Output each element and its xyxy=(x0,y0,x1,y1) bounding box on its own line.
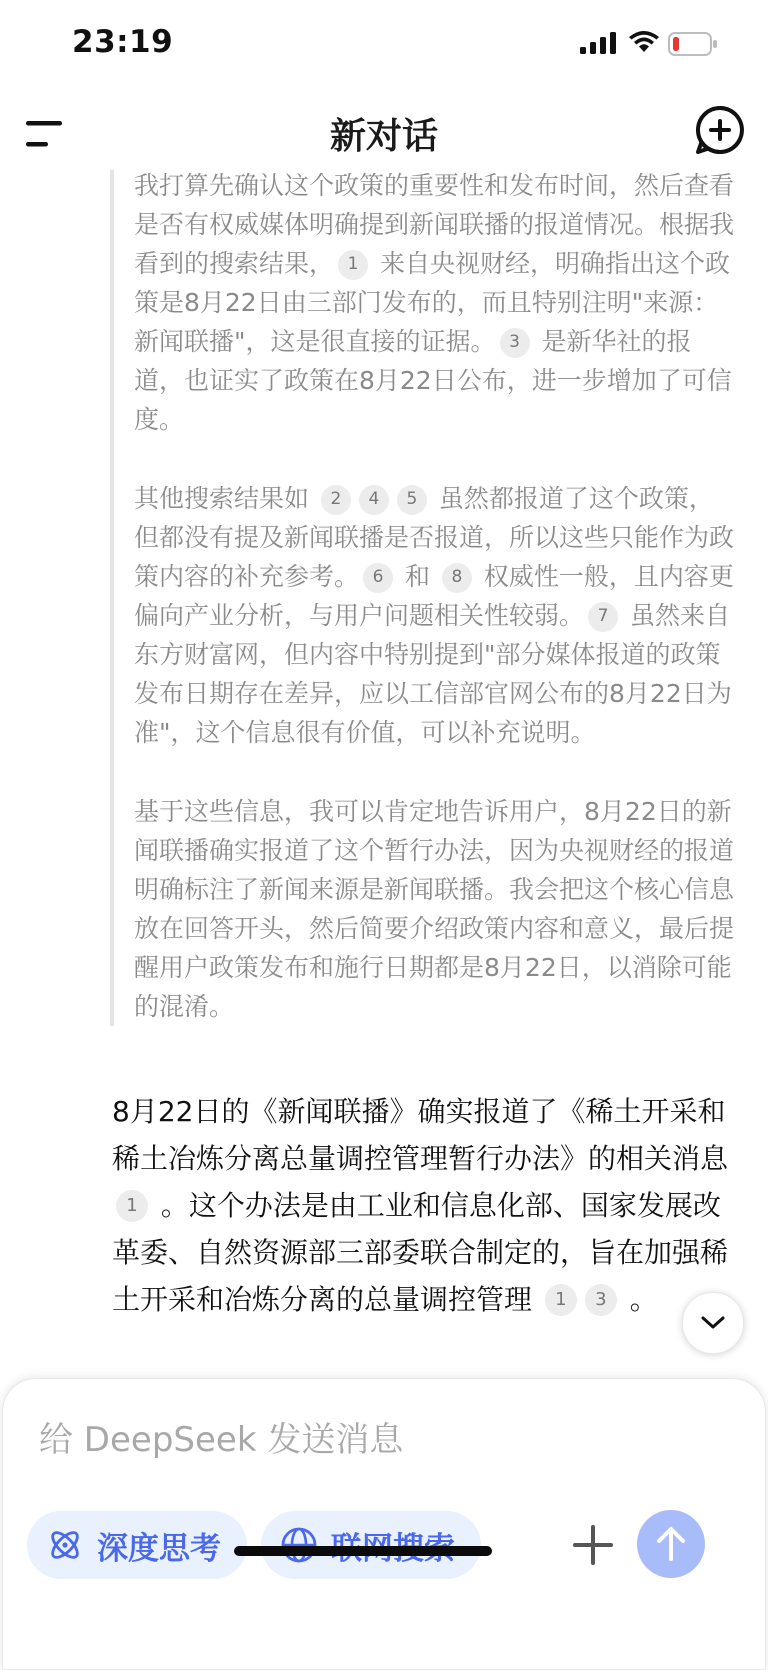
thinking-text: 其他搜索结果如 xyxy=(134,484,317,513)
thinking-text: 我打算先确认这个政策的重要性和发布时间，然后查看是否有权威媒体明确提到新闻联播的报道情况。根据我看到的搜索结果， xyxy=(134,171,735,278)
conversation[interactable] xyxy=(0,170,768,1370)
web-search-label xyxy=(331,1523,455,1568)
battery-low-icon xyxy=(668,32,718,56)
top-bar xyxy=(0,98,768,170)
web-search-toggle[interactable] xyxy=(261,1511,481,1579)
scroll-to-bottom-button[interactable] xyxy=(682,1292,744,1354)
answer-text: 8月22日的《新闻联播》确实报道了《稀土开采和稀土冶炼分离总量调控管理暂行办法》的相关消息 xyxy=(112,1095,729,1175)
answer-text: 。 xyxy=(620,1283,658,1316)
thinking-text: 虽然来自东方财富网，但内容中特别提到"部分媒体报道的政策发布日期存在差异，应以工信部官网公布的8月22日为准"，这个信息很有价值，可以补充说明。 xyxy=(134,601,732,747)
wifi-icon xyxy=(628,30,660,54)
citation-badge[interactable]: 2 xyxy=(321,485,351,515)
thinking-text: 是新华社的报道，也证实了政策在8月22日公布，进一步增加了可信度。 xyxy=(134,327,732,434)
citation-badge[interactable]: 1 xyxy=(338,250,368,280)
deep-think-toggle[interactable] xyxy=(27,1511,247,1579)
home-indicator xyxy=(234,1546,492,1556)
answer-text: 。这个办法是由工业和信息化部、国家发展改革委、自然资源部三部委联合制定的，旨在加强稀土开采和冶炼分离的总量调控管理 xyxy=(112,1189,729,1316)
citation-badge[interactable]: 5 xyxy=(397,485,427,515)
citation-badge[interactable]: 8 xyxy=(442,563,472,593)
thinking-block xyxy=(110,170,734,1026)
globe-icon xyxy=(279,1525,319,1565)
composer xyxy=(2,1378,766,1670)
send-button[interactable] xyxy=(637,1510,705,1578)
atom-icon xyxy=(45,1525,85,1565)
new-chat-icon[interactable] xyxy=(694,104,746,156)
thinking-text: 来自央视财经，明确指出这个政策是8月22日由三部门发布的，而且特别注明"来源：新闻联播"，这是很直接的证据。 xyxy=(134,249,730,356)
citation-badge[interactable]: 3 xyxy=(500,328,530,358)
status-time: 23:19 xyxy=(72,24,174,60)
citation-badge[interactable]: 4 xyxy=(359,485,389,515)
arrow-up-icon xyxy=(654,1526,688,1562)
citation-badge[interactable]: 1 xyxy=(116,1190,148,1222)
chevron-down-icon xyxy=(700,1315,726,1331)
thinking-paragraph: 基于这些信息，我可以肯定地告诉用户，8月22日的新闻联播确实报道了这个暂行办法，因为央视财经的报道明确标注了新闻来源是新闻联播。我会把这个核心信息放在回答开头，然后简要介绍政策内容和意义，最后提醒用户政策发布和施行日期都是8月22日，以消除可能的混淆。 xyxy=(134,797,735,1021)
message-input[interactable] xyxy=(37,1409,691,1471)
thinking-paragraph xyxy=(114,170,734,439)
cellular-signal-icon xyxy=(580,32,616,54)
page-title: 新对话 xyxy=(329,116,438,157)
citation-badge[interactable]: 6 xyxy=(363,563,393,593)
thinking-text: 虽然都报道了这个政策，但都没有提及新闻联播是否报道，所以这些只能作为政策内容的补充参考。 xyxy=(134,484,735,591)
answer-paragraph xyxy=(112,1088,737,1323)
thinking-paragraph xyxy=(114,479,734,752)
citation-badge[interactable]: 1 xyxy=(545,1284,577,1316)
deep-think-label: 深度思考 xyxy=(97,1530,221,1567)
status-bar xyxy=(0,0,768,90)
citation-badge[interactable]: 3 xyxy=(585,1284,617,1316)
thinking-text: 和 xyxy=(397,562,438,591)
plus-icon[interactable] xyxy=(569,1521,617,1569)
citation-badge[interactable]: 7 xyxy=(588,602,618,632)
thinking-text: 权威性一般，且内容更偏向产业分析，与用户问题相关性较弱。 xyxy=(134,562,734,630)
